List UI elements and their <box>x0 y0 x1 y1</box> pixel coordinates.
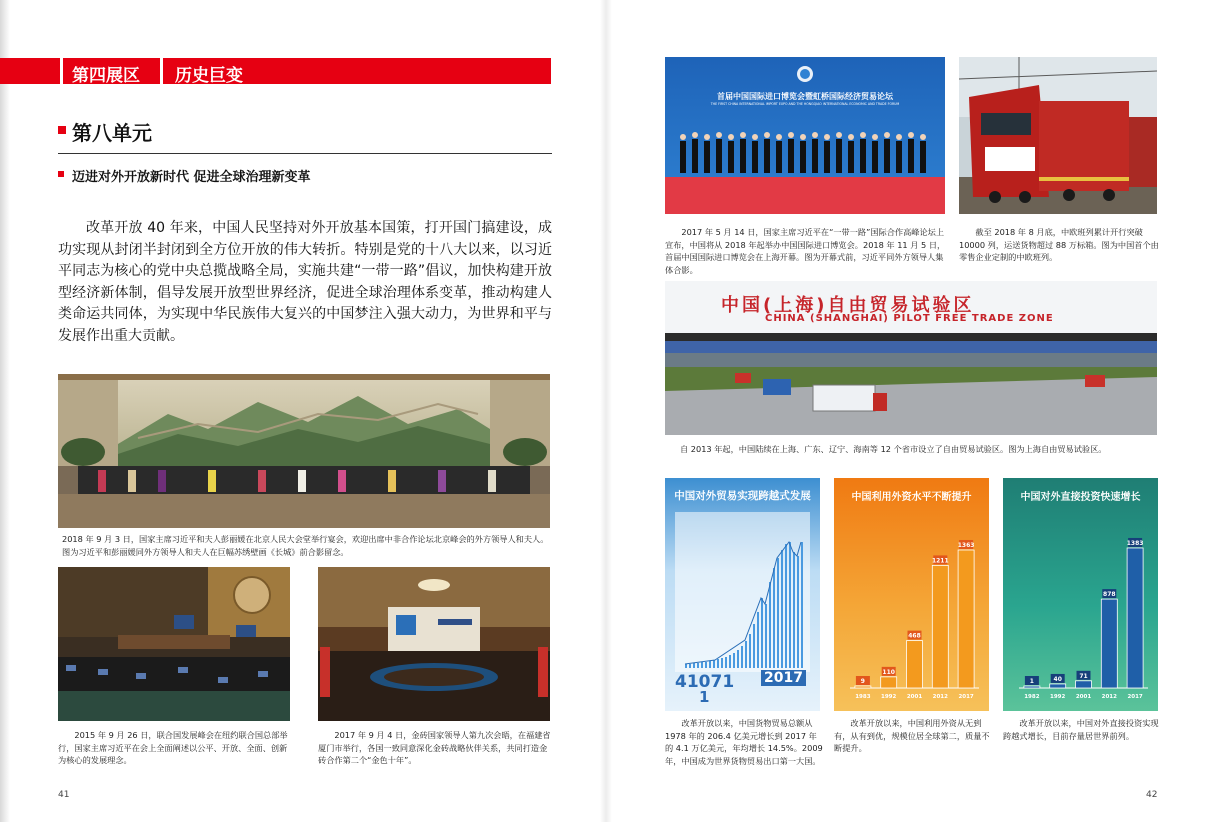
fdi-value-label: 1363 <box>957 541 975 549</box>
book-spine <box>600 0 612 822</box>
brics-conference-hall-photo <box>318 567 550 721</box>
infographic-trade-title: 中国对外贸易实现跨越式发展 <box>674 490 811 502</box>
infographic-trade <box>665 478 820 711</box>
caption-train: 截至 2018 年 8 月底，中欧班列累计开行突破 10000 列，运送货物超过 88 万标箱。图为中国首个由零售企业定制的中欧班列。 <box>959 227 1159 262</box>
infographic-fdi-title: 中国利用外资水平不断提升 <box>851 492 972 503</box>
fdi-value-label: 110 <box>882 668 895 676</box>
intro-paragraph: 改革开放 40 年来，中国人民坚持对外开放基本国策，打开国门搞建设，成功实现从封闭半封闭到全方位开放的伟大转折。特别是党的十八大以来，以习近平同志为核心的党中央总揽战略全局，实施共建“一带一路”倡议，加快构建开放型经济新体制，倡导发展开放型世界经济，促进全球治理体系变革，推动构建人类命运共同体，为实现中华民族伟大复兴的中国梦注入强大动力，为世界和平与发展作出重大贡献。 <box>58 220 552 344</box>
expo-banner-en: THE FIRST CHINA INTERNATIONAL IMPORT EXPO AND THE HONGQIAO INTERNATIONAL ECONOMIC AND TRADE FORUM <box>710 102 900 106</box>
fdi-category-label: 2012 <box>932 694 948 700</box>
infographic-odi-title: 中国对外直接投资快速增长 <box>1020 492 1141 503</box>
caption-focac: 2018 年 9 月 3 日，国家主席习近平和夫人彭丽媛在北京人民大会堂举行宴会，欢迎出席中非合作论坛北京峰会的外方领导人和夫人。图为习近平和彭丽媛同外方领导人和夫人在巨幅苏绣壁画《长城》前合影留念。 <box>62 534 549 557</box>
unit-bullet <box>58 126 66 134</box>
photo-shanghai-ftz <box>665 281 1157 435</box>
odi-value-label: 40 <box>1053 675 1062 683</box>
caption-fdi: 改革开放以来，中国利用外资从无到有，从有到优，规模位居全球第二，质量不断提升。 <box>834 718 990 753</box>
odi-bar <box>1076 681 1092 688</box>
photo-china-europe-train <box>959 57 1157 214</box>
odi-value-label: 1 <box>1029 678 1034 685</box>
odi-bar-chart <box>1007 518 1154 702</box>
caption-brics: 2017 年 9 月 4 日，金砖国家领导人第九次会晤，在福建省厦门市举行，各国一致同意深化金砖战略伙伴关系，共同打造金砖合作第二个“金色十年”。 <box>318 730 551 765</box>
photo-focac-group <box>58 374 550 528</box>
fdi-value-label: 9 <box>860 678 865 685</box>
fdi-bar-chart <box>838 518 985 702</box>
photo-un-summit <box>58 567 290 721</box>
freight-train-photo <box>959 57 1157 214</box>
caption-trade: 改革开放以来，中国货物贸易总额从 1978 年的 206.4 亿美元增长到 2017 年的 4.1 万亿美元，年均增长 14.5%。2009 年，中国成为世界货物贸易出口第一大国。 <box>665 718 823 766</box>
divider <box>58 153 552 154</box>
unit-title: 第八单元 <box>72 121 152 145</box>
unit-subtitle: 迈进对外开放新时代 促进全球治理新变革 <box>72 170 311 185</box>
infographic-fdi <box>834 478 989 711</box>
odi-category-label: 2017 <box>1127 694 1143 700</box>
great-wall-mural-photo <box>58 374 550 528</box>
caption-un: 2015 年 9 月 26 日，联合国发展峰会在纽约联合国总部举行，国家主席习近平在会上全面阐述以公平、开放、全面、创新为核心的发展理念。 <box>58 730 288 765</box>
photo-brics-summit <box>318 567 550 721</box>
odi-bar <box>1024 686 1040 688</box>
trade-growth-chart <box>675 512 810 672</box>
odi-value-label: 1383 <box>1126 539 1144 547</box>
caption-odi: 改革开放以来，中国对外直接投资实现跨越式增长，目前存量居世界前列。 <box>1003 718 1159 741</box>
fdi-bar <box>881 677 897 688</box>
fdi-value-label: 1211 <box>931 557 949 565</box>
fdi-bar <box>907 641 923 688</box>
fdi-category-label: 2017 <box>958 694 974 700</box>
expo-group-photo <box>665 57 945 214</box>
caption-expo: 2017 年 5 月 14 日，国家主席习近平在“一带一路”国际合作高峰论坛上宣布，中国将从 2018 年起举办中国国际进口博览会。2018 年 11 月 5 日，首届中国国际进口博览会在上海开幕。图为开幕式前，习近平同外方领导人集体合影。 <box>665 227 946 275</box>
ftz-sign-en: CHINA (SHANGHAI) PILOT FREE TRADE ZONE <box>765 313 1054 324</box>
fdi-bar <box>958 550 974 688</box>
fdi-value-label: 468 <box>908 632 921 640</box>
photo-import-expo <box>665 57 945 214</box>
section-label: 第四展区 <box>72 66 140 86</box>
caption-ftz: 自 2013 年起，中国陆续在上海、广东、辽宁、海南等 12 个省市设立了自由贸易试验区。图为上海自由贸易试验区。 <box>680 444 1107 454</box>
odi-bar <box>1101 599 1117 688</box>
section-title: 历史巨变 <box>175 66 243 86</box>
odi-category-label: 1992 <box>1050 694 1066 700</box>
odi-value-label: 71 <box>1079 672 1088 680</box>
section-banner <box>0 58 551 84</box>
page-number-right: 42 <box>1146 790 1158 800</box>
subtitle-bullet <box>58 171 64 177</box>
ftz-sign-cn: 中国(上海)自由贸易试验区 <box>721 295 975 316</box>
trade-rank: 1 <box>699 688 710 706</box>
fdi-category-label: 1983 <box>855 694 871 700</box>
odi-category-label: 2012 <box>1101 694 1117 700</box>
page-number-left: 41 <box>58 790 70 800</box>
un-assembly-hall-photo <box>58 567 290 721</box>
odi-category-label: 1982 <box>1024 694 1040 700</box>
fdi-category-label: 1992 <box>881 694 897 700</box>
expo-banner-cn: 首届中国国际进口博览会暨虹桥国际经济贸易论坛 <box>717 92 893 101</box>
fdi-category-label: 2001 <box>906 694 923 700</box>
odi-bar <box>1050 684 1066 688</box>
page-edge <box>0 0 10 822</box>
odi-category-label: 2001 <box>1075 694 1092 700</box>
fdi-bar <box>855 686 871 688</box>
trade-big-number: 41071 <box>675 672 735 692</box>
infographic-odi <box>1003 478 1158 711</box>
fdi-bar <box>932 565 948 688</box>
odi-bar <box>1127 548 1143 688</box>
odi-value-label: 878 <box>1103 591 1116 599</box>
trade-year: 2017 <box>761 670 806 686</box>
